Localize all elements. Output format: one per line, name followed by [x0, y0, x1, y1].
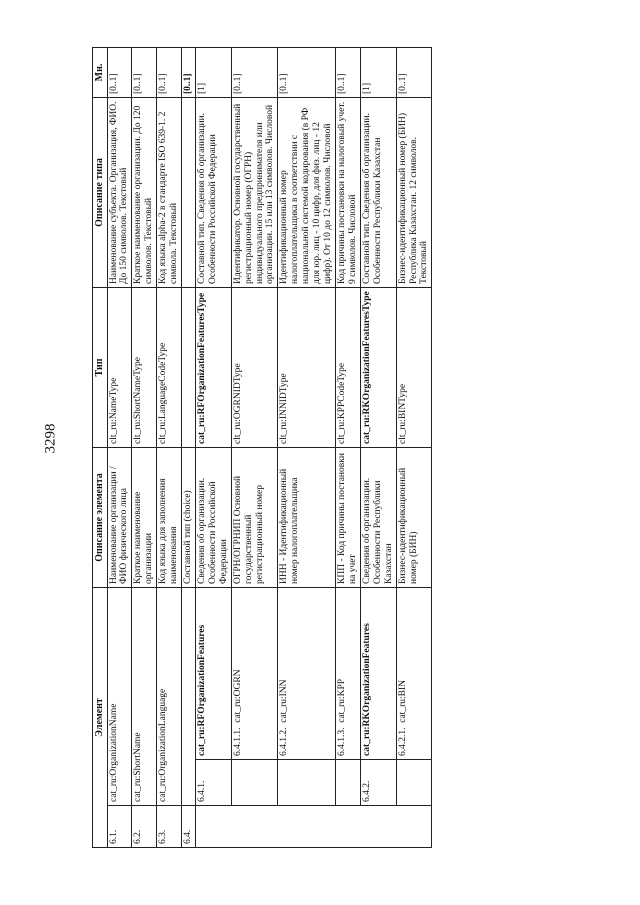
- element-name-text: cat_ru:BIN: [397, 680, 408, 723]
- row-number: 6.4.1.1.: [232, 727, 243, 756]
- element-name: [396, 587, 432, 759]
- table-row: [396, 47, 432, 847]
- row-indent: [336, 806, 361, 848]
- element-name: cat_ru:OrganizationName: [107, 587, 132, 805]
- row-number: 6.4.2.1.: [397, 727, 408, 756]
- multiplicity: [1]: [195, 47, 231, 97]
- table-row: [336, 47, 361, 847]
- multiplicity: [0..1]: [231, 47, 278, 97]
- element-name: cat_ru:RFOrganizationFeatures: [195, 587, 231, 759]
- element-type: clt_ru:KPPCodeType: [336, 287, 361, 447]
- page-number: 3298: [42, 423, 59, 454]
- multiplicity: [0..1]: [107, 47, 132, 97]
- element-name: cat_ru:OrganizationLanguage: [157, 587, 182, 805]
- element-desc: ОГРН/ОГРНИП Основной государственный регистрационный номер: [231, 447, 278, 587]
- element-desc: Бизнес-идентификационный номер (БИН): [396, 447, 432, 587]
- row-indent: [278, 760, 336, 806]
- header-mult: Мн.: [93, 47, 108, 97]
- element-name: [336, 587, 361, 759]
- element-desc: Составной тип (choice): [182, 447, 196, 587]
- header-row: [93, 47, 108, 847]
- header-element-desc: Описание элемента: [93, 447, 108, 587]
- type-desc: Краткое наименование организации. До 120 символов. Текстовый: [132, 97, 157, 287]
- row-number: 6.4.1.: [195, 760, 231, 806]
- element-type: clt_ru:OGRNIDType: [231, 287, 278, 447]
- element-type: clt_ru:INNIDType: [278, 287, 336, 447]
- row-number: 6.4.1.3.: [337, 727, 348, 756]
- header-element: Элемент: [93, 587, 108, 847]
- type-desc: [182, 97, 196, 287]
- element-type: clt_ru:LanguageCodeType: [157, 287, 182, 447]
- type-desc: Код причины постановки на налоговый учет. 9 символов. Числовой: [336, 97, 361, 287]
- row-indent: [396, 760, 432, 806]
- element-type: clt_ru:ShortNameType: [132, 287, 157, 447]
- row-indent: [195, 806, 231, 848]
- element-name: [278, 587, 336, 759]
- element-name: cat_ru:ShortName: [132, 587, 157, 805]
- type-desc: Составной тип. Сведения об организации. Особенности Республики Казахстан: [360, 97, 396, 287]
- row-indent: [278, 806, 336, 848]
- element-name-text: cat_ru:OGRN: [232, 669, 243, 723]
- row-indent: [396, 806, 432, 848]
- element-name-text: cat_ru:INN: [279, 679, 290, 723]
- type-desc: Составной тип. Сведения об организации. Особенности Российской Федерации: [195, 97, 231, 287]
- element-desc: Краткое наименование организации: [132, 447, 157, 587]
- element-type: [182, 287, 196, 447]
- element-type: clt_ru:BINType: [396, 287, 432, 447]
- element-desc: Сведения об организации. Особенности Российской Федерации: [195, 447, 231, 587]
- table-row: [182, 47, 196, 847]
- element-name-text: cat_ru:KPP: [337, 678, 348, 723]
- element-desc: КПП - Код причины постановки на учет: [336, 447, 361, 587]
- table-row: [231, 47, 278, 847]
- multiplicity: [0..1]: [182, 47, 196, 97]
- specification-table: [92, 47, 432, 848]
- element-type: cat_ru:RFOrganizationFeaturesType: [195, 287, 231, 447]
- table-row: [360, 47, 396, 847]
- table-row: [195, 47, 231, 847]
- table-row: [157, 47, 182, 847]
- element-desc: Сведения об организации. Особенности Республики Казахстан: [360, 447, 396, 587]
- element-type: cat_ru:RKOrganizationFeaturesType: [360, 287, 396, 447]
- row-number: 6.4.2.: [360, 760, 396, 806]
- header-type: Тип: [93, 287, 108, 447]
- type-desc: Идентификатор. Основной государственный регистрационный номер (ОГРН) индивидуального предпринимателя или организации. 15 или 13 символов. Числовой: [231, 97, 278, 287]
- row-indent: [360, 806, 396, 848]
- element-desc: Код языка для заполнения наименования: [157, 447, 182, 587]
- multiplicity: [1]: [360, 47, 396, 97]
- type-desc: Наименование субъекта. Организация, ФИО. До 150 символов. Текстовый: [107, 97, 132, 287]
- element-desc: ИНН - Идентификационный номер налогоплательщика: [278, 447, 336, 587]
- table-row: [278, 47, 336, 847]
- element-desc: Наименование организации / ФИО физического лица: [107, 447, 132, 587]
- multiplicity: [0..1]: [396, 47, 432, 97]
- element-type: clt_ru:NameType: [107, 287, 132, 447]
- multiplicity: [0..1]: [278, 47, 336, 97]
- header-type-desc: Описание типа: [93, 97, 108, 287]
- table-row: [107, 47, 132, 847]
- row-number: 6.4.: [182, 806, 196, 848]
- type-desc: Код языка alpha-2 в стандарте ISO 639-1. 2 символа. Текстовый: [157, 97, 182, 287]
- multiplicity: [0..1]: [132, 47, 157, 97]
- rotated-table-container: [92, 48, 522, 848]
- multiplicity: [0..1]: [157, 47, 182, 97]
- multiplicity: [0..1]: [336, 47, 361, 97]
- row-indent: [336, 760, 361, 806]
- element-name: cat_ru:RKOrganizationFeatures: [360, 587, 396, 759]
- row-number: 6.3.: [157, 806, 182, 848]
- table-row: [132, 47, 157, 847]
- row-number: 6.4.1.2.: [279, 727, 290, 756]
- element-name: [231, 587, 278, 759]
- row-indent: [231, 760, 278, 806]
- element-name: [182, 587, 196, 805]
- row-number: 6.2.: [132, 806, 157, 848]
- type-desc: Идентификационный номер налогоплательщика в соответствии с национальной системой кодирования (в РФ для юр. лиц - 10 цифр, для физ. лиц - 12 цифр). От 10 до 12 символов. Числовой: [278, 97, 336, 287]
- rotated-page-area: [92, 48, 522, 848]
- row-number: 6.1.: [107, 806, 132, 848]
- type-desc: Бизнес-идентификационный номер (БИН) Республика Казахстан. 12 символов. Текстовый: [396, 97, 432, 287]
- row-indent: [231, 806, 278, 848]
